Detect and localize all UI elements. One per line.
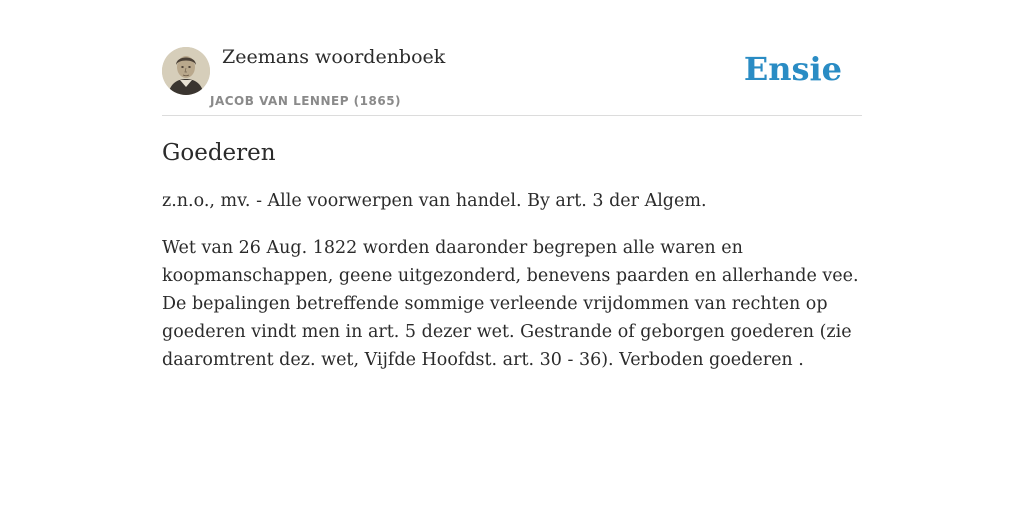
entry-paragraph-2: Wet van 26 Aug. 1822 worden daaronder begrepen alle waren en koopmanschappen, geene uitgezonderd, benevens paarden en allerhande vee. De bepalingen betreffende sommige verleende vrijdommen van rechten op goederen vindt men in art. 5 dezer wet. Gestrande of geborgen goederen (zie daaromtrent dez. wet, Vijfde Hoofdst. art. 30 - 36). Verboden goederen . xyxy=(162,238,859,370)
brand-logo[interactable]: Ensie xyxy=(743,50,842,88)
entry-card xyxy=(162,38,862,374)
entry-paragraph-1: z.n.o., mv. - Alle voorwerpen van handel. By art. 3 der Algem. xyxy=(162,191,707,211)
entry-title: Goederen xyxy=(162,140,276,166)
book-title[interactable]: Zeemans woordenboek xyxy=(222,46,446,68)
author-portrait-icon[interactable] xyxy=(162,47,210,95)
author-name: JACOB VAN LENNEP (1865) xyxy=(210,94,402,108)
entry-header xyxy=(162,38,862,116)
